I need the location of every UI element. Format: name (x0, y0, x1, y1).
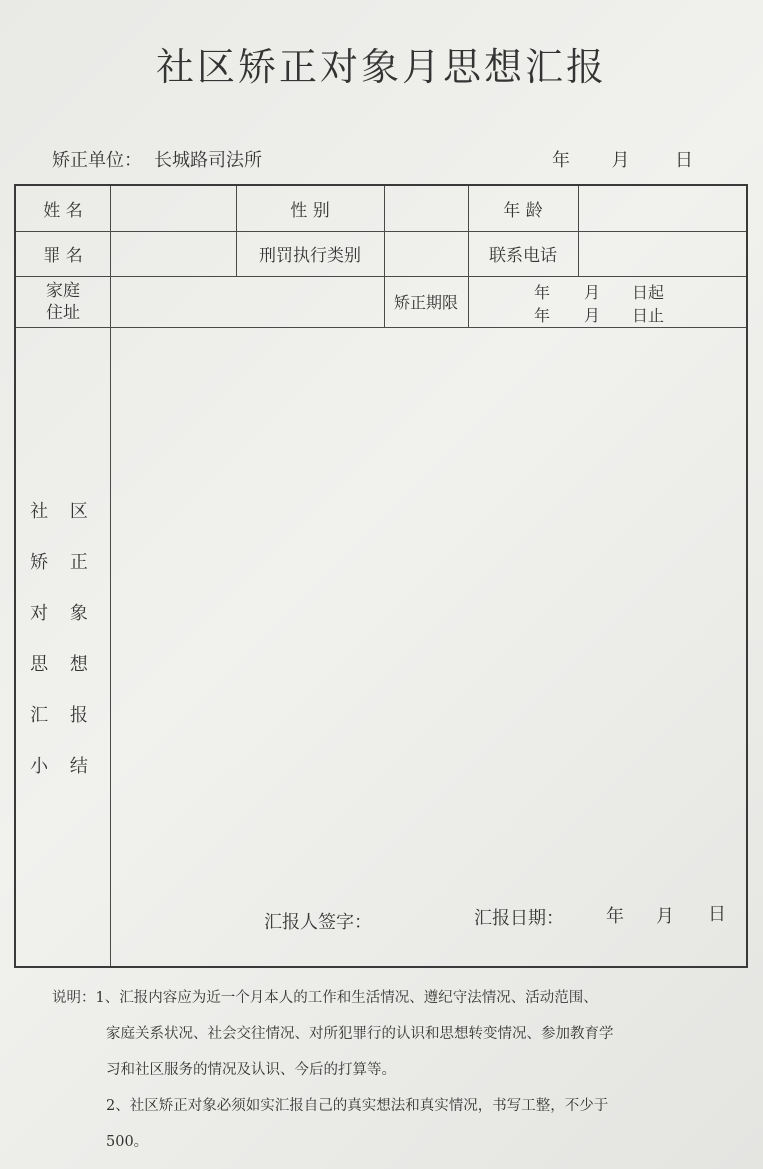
report-date-label: 汇报日期： (474, 908, 564, 929)
summary-label (16, 486, 110, 792)
penalty-type-field[interactable] (384, 231, 468, 276)
header-year: 年 (552, 150, 570, 171)
summary-label-line: 小 结 (30, 756, 96, 777)
period-start-month: 月 (584, 283, 601, 302)
address-label (16, 276, 110, 327)
instructions (52, 980, 732, 1160)
report-date-month: 月 (656, 906, 674, 927)
summary-content-area[interactable] (111, 328, 746, 966)
period-end-year: 年 (534, 306, 551, 325)
crime-field[interactable] (110, 231, 236, 276)
instructions-item2-line2: 500。 (106, 1134, 149, 1150)
signature-label: 汇报人签字： (264, 912, 372, 933)
correction-unit-line (52, 146, 262, 172)
form-title: 社区矫正对象月思想汇报 (155, 45, 607, 89)
address-label-line2: 住址 (46, 302, 80, 323)
period-label: 矫正期限 (393, 293, 458, 312)
correction-unit-value: 长城路司法所 (154, 150, 262, 171)
instructions-item2-line1: 2、社区矫正对象必须如实汇报自己的真实想法和真实情况，书写工整，不少于 (106, 1098, 609, 1114)
period-end-day: 日止 (632, 306, 665, 325)
period-start-day: 日起 (632, 283, 665, 302)
header-day: 日 (674, 150, 693, 171)
gender-label: 性 别 (290, 201, 330, 221)
crime-label: 罪 名 (43, 246, 83, 266)
phone-field[interactable] (578, 231, 746, 276)
period-start-year: 年 (534, 283, 551, 302)
age-field[interactable] (578, 186, 746, 231)
correction-unit-label: 矫正单位： (52, 150, 142, 171)
header-month: 月 (611, 150, 630, 171)
address-label-line1: 家庭 (46, 280, 80, 301)
header-date (552, 146, 693, 172)
report-form-table (14, 184, 748, 968)
period-field[interactable] (468, 276, 746, 327)
instructions-item1-line3: 习和社区服务的情况及认识、今后的打算等。 (106, 1062, 396, 1078)
instructions-item1-line1: 1、汇报内容应为近一个月本人的工作和生活情况、遵纪守法情况、活动范围、 (95, 990, 598, 1006)
address-field[interactable] (110, 276, 384, 327)
summary-label-line: 思 想 (30, 654, 96, 675)
period-end-month: 月 (584, 306, 601, 325)
phone-label: 联系电话 (489, 246, 557, 266)
summary-label-line: 矫 正 (30, 552, 96, 573)
summary-label-line: 社 区 (30, 501, 96, 522)
name-label: 姓 名 (43, 201, 83, 221)
instructions-lead: 说明： (52, 990, 96, 1006)
gender-field[interactable] (384, 186, 468, 231)
instructions-item1-line2: 家庭关系状况、社会交往情况、对所犯罪行的认识和思想转变情况、参加教育学 (106, 1026, 614, 1042)
instructions-line (52, 980, 732, 1016)
summary-label-line: 汇 报 (30, 705, 96, 726)
summary-label-line: 对 象 (30, 603, 96, 624)
name-field[interactable] (110, 186, 236, 231)
age-label: 年 龄 (503, 201, 543, 221)
report-date-day: 日 (708, 904, 726, 925)
penalty-type-label: 刑罚执行类别 (259, 246, 361, 266)
report-date-year: 年 (606, 906, 624, 927)
